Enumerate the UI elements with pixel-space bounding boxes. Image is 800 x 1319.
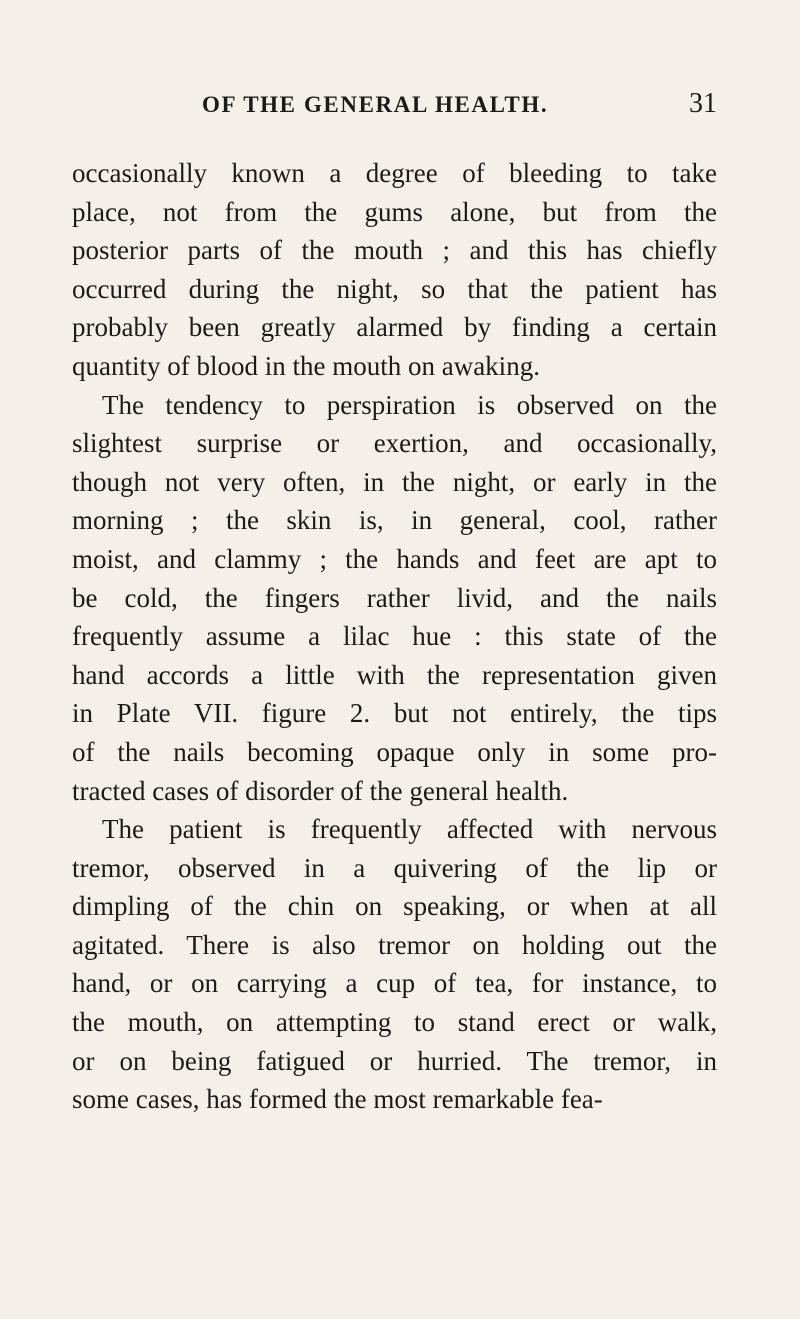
text-line: the mouth, on attempting to stand erect or walk,: [72, 1007, 717, 1038]
text-line: posterior parts of the mouth ; and this has chiefly: [72, 235, 717, 266]
text-line: hand, or on carrying a cup of tea, for instance, to: [72, 968, 717, 999]
body-text: [72, 154, 717, 1119]
text-line: morning ; the skin is, in general, cool, rather: [72, 505, 717, 536]
text-line: place, not from the gums alone, but from the: [72, 196, 717, 227]
text-line: quantity of blood in the mouth on awaking.: [72, 350, 540, 381]
text-line: be cold, the fingers rather livid, and the nails: [72, 582, 717, 613]
text-line: occurred during the night, so that the patient has: [72, 273, 717, 304]
text-line: or on being fatigued or hurried. The tremor, in: [72, 1045, 717, 1076]
text-line: of the nails becoming opaque only in some pro-: [72, 736, 717, 767]
text-line: tracted cases of disorder of the general health.: [72, 775, 569, 806]
text-line: tremor, observed in a quivering of the lip or: [72, 852, 717, 883]
paragraph-start-line: The tendency to perspiration is observed on the: [102, 389, 717, 420]
text-line: agitated. There is also tremor on holding out the: [72, 929, 717, 960]
running-head: [72, 88, 717, 124]
text-line: in Plate VII. figure 2. but not entirely, the tips: [72, 698, 717, 729]
paragraph-start-line: The patient is frequently affected with nervous: [102, 814, 717, 845]
text-line: some cases, has formed the most remarkable fea-: [72, 1084, 603, 1115]
text-line: moist, and clammy ; the hands and feet are apt to: [72, 543, 717, 574]
text-line: slightest surprise or exertion, and occasionally,: [72, 428, 717, 459]
text-line: though not very often, in the night, or early in the: [72, 466, 717, 497]
text-line: hand accords a little with the representation given: [72, 659, 717, 690]
text-line: frequently assume a lilac hue : this state of the: [72, 621, 717, 652]
text-line: occasionally known a degree of bleeding to take: [72, 158, 717, 188]
page-number: 31: [689, 88, 717, 119]
text-line: dimpling of the chin on speaking, or when at all: [72, 891, 717, 922]
running-title: OF THE GENERAL HEALTH.: [202, 92, 549, 117]
text-line: probably been greatly alarmed by finding a certain: [72, 312, 717, 343]
